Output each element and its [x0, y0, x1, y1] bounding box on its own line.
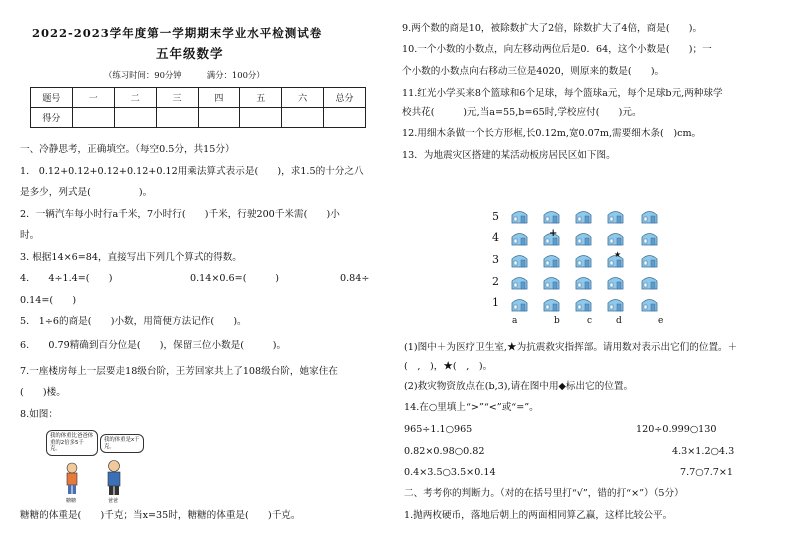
shelter-house-icon	[574, 252, 593, 268]
judgment-1: 1.抛两枚硬币，落地后朝上的两面相同算乙赢，这样比较公平。	[404, 510, 673, 521]
grid-row-label: 1	[492, 296, 499, 309]
shelter-house-icon	[542, 296, 561, 312]
label-tangtang: 糖糖	[66, 498, 77, 504]
command-star-marker: ★	[614, 250, 622, 259]
speech-bubble-father: 我的体重是x千克。	[100, 434, 144, 453]
comparison-3: 0.82×0.98○0.82	[404, 446, 485, 457]
question-4-line-2: 0.14=( )	[20, 295, 77, 306]
score-header-cell: 总分	[324, 88, 366, 108]
shelter-house-icon	[542, 208, 561, 224]
score-header-cell: 四	[198, 88, 240, 108]
question-13: 13．为地震灾区搭建的某活动板房居民区如下图。	[402, 150, 616, 161]
grid-col-label: d	[616, 316, 622, 326]
shelter-house-icon	[640, 274, 659, 290]
question-8-illustration	[46, 430, 141, 505]
score-cell[interactable]	[240, 108, 282, 128]
shelter-house-icon	[510, 296, 529, 312]
question-2-line-1: 2．一辆汽车每小时行a千米，7小时行( )千米，行驶200千米需( )小	[20, 209, 340, 220]
exam-subject: 五年级数学	[156, 46, 224, 61]
question-4-part-1: 4. 4÷1.4=( )	[20, 273, 113, 284]
question-9: 9.两个数的商是10，被除数扩大了2倍，除数扩大了4倍，商是( )。	[402, 23, 703, 34]
medical-cross-marker: +	[549, 228, 558, 239]
grid-col-label: a	[512, 316, 518, 326]
shelter-grid	[492, 205, 682, 330]
shelter-house-icon	[606, 274, 625, 290]
shelter-house-icon	[574, 296, 593, 312]
shelter-house-icon	[640, 296, 659, 312]
grid-row-label: 2	[492, 275, 499, 288]
shelter-house-icon	[510, 274, 529, 290]
question-5: 5. 1÷6的商是( )小数，用简便方法记作( )。	[20, 316, 247, 327]
shelter-house-icon	[640, 208, 659, 224]
grid-row-label: 4	[492, 231, 499, 244]
question-4-part-2: 0.14×0.6=( )	[190, 273, 279, 284]
shelter-house-icon	[640, 230, 659, 246]
question-13-part-2: (2)救灾物资放点在(b,3),请在图中用◆标出它的位置。	[404, 381, 634, 392]
score-table	[30, 87, 366, 128]
label-father: 爸爸	[108, 498, 119, 504]
shelter-house-icon	[542, 252, 561, 268]
question-8-answer-line: 糖糖的体重是( )千克；当x=35时，糖糖的体重是( )千克。	[20, 510, 301, 521]
question-3: 3. 根据14×6=84，直接写出下列几个算式的得数。	[20, 252, 242, 263]
question-14: 14.在○里填上“>”“<”或“=”。	[404, 402, 539, 413]
score-row-label: 得分	[31, 108, 73, 128]
question-2-line-2: 时。	[20, 230, 40, 241]
exam-meta: （练习时间：90分钟 满分：100分）	[104, 70, 265, 80]
speech-bubble-child: 我的体重比爸爸体重的2倍多5千克。	[46, 430, 98, 456]
question-4-part-3: 0.84÷	[340, 273, 370, 284]
score-cell[interactable]	[198, 108, 240, 128]
score-cell[interactable]	[114, 108, 156, 128]
question-11-line-2: 校共花( )元,当a=55,b=65时,学校应付( )元。	[402, 107, 642, 118]
grid-col-label: c	[587, 316, 593, 326]
score-header-cell: 二	[114, 88, 156, 108]
shelter-house-icon	[574, 274, 593, 290]
grid-row-label: 3	[492, 253, 499, 266]
shelter-house-icon	[510, 230, 529, 246]
comparison-2: 120÷0.999○130	[636, 424, 717, 435]
question-1-line-2: 是多少，列式是( )。	[20, 187, 153, 198]
question-12: 12.用细木条做一个长方形框,长0.12m,宽0.07m,需要细木条( )cm。	[402, 128, 702, 139]
grid-col-label: e	[658, 316, 664, 326]
comparison-1: 965÷1.1○965	[404, 424, 473, 435]
shelter-house-icon	[606, 230, 625, 246]
score-header-cell: 三	[156, 88, 198, 108]
shelter-house-icon	[574, 230, 593, 246]
score-cell[interactable]	[282, 108, 324, 128]
section-2-heading: 二、考考你的判断力。（对的在括号里打“√”，错的打“×”）（5分）	[404, 488, 684, 499]
score-cell[interactable]	[324, 108, 366, 128]
comparison-4: 4.3×1.2○4.3	[672, 446, 735, 457]
score-cell[interactable]	[72, 108, 114, 128]
question-8: 8.如图：	[20, 409, 58, 420]
shelter-house-icon	[640, 252, 659, 268]
shelter-house-icon	[574, 208, 593, 224]
shelter-house-icon	[510, 252, 529, 268]
question-7-line-2: ( )楼。	[20, 387, 66, 398]
question-11-line-1: 11.红光小学买来8个篮球和6个足球，每个篮球a元，每个足球b元,两种球学	[402, 88, 723, 99]
question-1-line-1: 1. 0.12+0.12+0.12+0.12+0.12用乘法算式表示是( )，求1.5的十分之八	[20, 166, 364, 177]
shelter-house-icon	[542, 274, 561, 290]
question-6: 6. 0.7̇9̇精确到百分位是( )，保留三位小数是( )。	[20, 340, 287, 351]
score-table-score-row	[31, 108, 366, 128]
shelter-house-icon	[606, 296, 625, 312]
comparison-6: 7.7○7.7×1	[680, 467, 734, 478]
comparison-5: 0.4×3.5○3.5×0.14	[404, 467, 496, 478]
question-13-part-1-line-1: (1)图中＋为医疗卫生室,★为抗震救灾指挥部。请用数对表示出它们的位置。＋	[404, 342, 738, 353]
shelter-house-icon	[510, 208, 529, 224]
question-13-part-1-line-2: ( , )，★( , )。	[404, 361, 493, 372]
grid-row-label: 5	[492, 210, 499, 223]
score-header-cell: 一	[72, 88, 114, 108]
score-cell[interactable]	[156, 108, 198, 128]
score-table-header-row	[31, 88, 366, 108]
score-header-cell: 六	[282, 88, 324, 108]
two-people-icon	[46, 430, 141, 505]
question-10-line-2: 个小数的小数点向右移动三位是4020，则原来的数是( )。	[402, 66, 665, 77]
grid-col-label: b	[554, 316, 560, 326]
score-header-cell: 题号	[31, 88, 73, 108]
section-1-heading: 一、冷静思考，正确填空。（每空0.5分，共15分）	[20, 144, 235, 155]
shelter-house-icon	[606, 208, 625, 224]
exam-title: 2022-2023学年度第一学期期末学业水平检测试卷	[32, 26, 323, 40]
question-10-line-1: 10.一个小数的小数点，向左移动两位后是0．64，这个小数是( )；一	[402, 44, 712, 55]
question-7-line-1: 7.一座楼房每上一层要走18级台阶，王芳回家共上了108级台阶，她家住在	[20, 366, 338, 377]
score-header-cell: 五	[240, 88, 282, 108]
